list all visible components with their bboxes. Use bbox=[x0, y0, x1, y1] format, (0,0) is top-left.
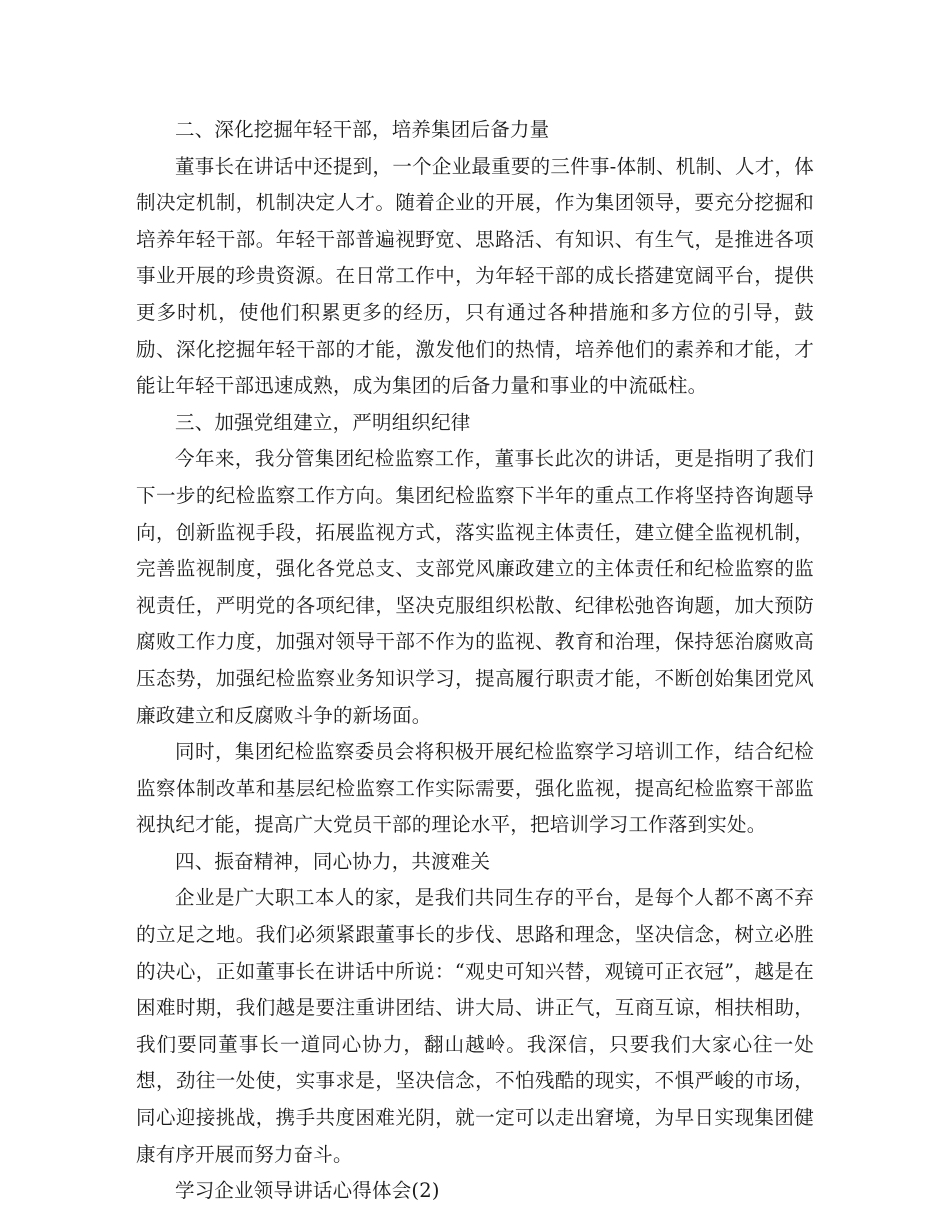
paragraph: 今年来，我分管集团纪检监察工作，董事长此次的讲话，更是指明了我们下一步的纪检监察工作方向。集团纪检监察下半年的重点工作将坚持咨询题导向，创新监视手段，拓展监视方式，落实监视主体责任，建立健全监视机制，完善监视制度，强化各党总支、支部党风廉政建立的主体责任和纪检监察的监视责任，严明党的各项纪律，坚决克服组织松散、纪律松弛咨询题，加大预防腐败工作力度，加强对领导干部不作为的监视、教育和治理，保持惩治腐败高压态势，加强纪检监察业务知识学习，提高履行职责才能，不断创始集团党风廉政建立和反腐败斗争的新场面。 bbox=[136, 447, 814, 727]
paragraph: 董事长在讲话中还提到，一个企业最重要的三件事-体制、机制、人才，体制决定机制，机制决定人才。随着企业的开展，作为集团领导，要充分挖掘和培养年轻干部。年轻干部普遍视野宽、思路活、有知识、有生气，是推进各项事业开展的珍贵资源。在日常工作中，为年轻干部的成长搭建宽阔平台，提供更多时机，使他们积累更多的经历，只有通过各种措施和多方位的引导，鼓励、深化挖掘年轻干部的才能，激发他们的热情，培养他们的素养和才能，才能让年轻干部迅速成熟，成为集团的后备力量和事业的中流砥柱。 bbox=[136, 154, 814, 398]
section-heading-3: 三、加强党组建立，严明组织纪律 bbox=[175, 410, 471, 434]
next-article-title: 学习企业领导讲话心得体会(2) bbox=[175, 1179, 440, 1203]
section-heading-2: 二、深化挖掘年轻干部，培养集团后备力量 bbox=[175, 118, 550, 141]
section-heading-4: 四、振奋精神，同心协力，共渡难关 bbox=[175, 849, 491, 873]
paragraph: 同时，集团纪检监察委员会将积极开展纪检监察学习培训工作，结合纪检监察体制改革和基层纪检监察工作实际需要，强化监视，提高纪检监察干部监视执纪才能，提高广大党员干部的理论水平，把培训学习工作落到实处。 bbox=[136, 740, 814, 837]
document-body bbox=[136, 112, 814, 1210]
paragraph: 企业是广大职工本人的家，是我们共同生存的平台，是每个人都不离不弃的立足之地。我们必须紧跟董事长的步伐、思路和理念，坚决信念，树立必胜的决心，正如董事长在讲话中所说：“观史可知兴替，观镜可正衣冠”，越是在困难时期，我们越是要注重讲团结、讲大局、讲正气，互商互谅，相扶相助，我们要同董事长一道同心协力，翻山越岭。我深信，只要我们大家心往一处想，劲往一处使，实事求是，坚决信念，不怕残酷的现实，不惧严峻的市场，同心迎接挑战，携手共度困难光阴，就一定可以走出窘境，为早日实现集团健康有序开展而努力奋斗。 bbox=[136, 886, 814, 1166]
